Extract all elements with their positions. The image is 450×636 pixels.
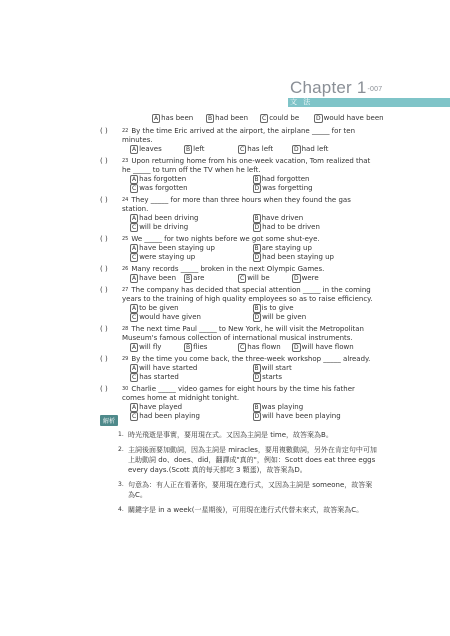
option: D was forgetting	[254, 184, 313, 192]
option: C had been playing	[132, 412, 200, 420]
answer-item: 4. 關鍵字是 in a week(一星期後)，可用現在進行式代替未來式，故答案為C。	[118, 506, 364, 514]
question-number: 30	[122, 386, 129, 392]
questions	[100, 127, 375, 421]
question-number: 23	[122, 158, 129, 164]
question-item	[100, 127, 375, 154]
option: C would have given	[132, 313, 201, 321]
option: A have played	[132, 403, 183, 411]
option-group	[130, 244, 375, 262]
answer-item: 1. 時光飛逝是事實，要用現在式。又因為主詞是 time，故答案為B。	[118, 431, 333, 439]
option: A leaves	[132, 145, 162, 153]
option: B flies	[186, 343, 208, 351]
option: B was playing	[254, 403, 304, 411]
answer-item: 2. 主詞後面要加動詞，因為主詞是 miracles，要用複數動詞，另外在肯定句中可加上助動詞 do、does、did，翻譯成"真的"，例如：Scott does eat three eggs every days.(Scott 真的每天都吃 3 顆蛋)，故答案為D。	[118, 446, 377, 474]
option: B had been	[208, 114, 249, 122]
answer-paren: ( )	[100, 157, 108, 165]
option: C has left	[240, 145, 274, 153]
question-text: By the time you come back, the three-week workshop _____ already.	[131, 355, 371, 363]
option-group	[130, 274, 375, 283]
option: A to be given	[132, 304, 179, 312]
question-text: Many records _____ broken in the next Olympic Games.	[131, 265, 325, 273]
option: C was forgotten	[132, 184, 188, 192]
option: D were	[294, 274, 319, 282]
question-item	[100, 286, 375, 322]
answer-paren: ( )	[100, 286, 108, 294]
answer-paren: ( )	[100, 265, 108, 273]
option: B is to give	[254, 304, 294, 312]
option: D starts	[254, 373, 283, 381]
question-text: The company has decided that special attention _____ in the coming years to the training of high quality employees so as to raise efficiency.	[122, 286, 373, 303]
option: C will be	[240, 274, 270, 282]
option: C has started	[132, 373, 179, 381]
question-item	[100, 325, 375, 352]
answers	[118, 430, 378, 520]
question-text: Charlie _____ video games for eight hours by the time his father comes home at midnight tonight.	[122, 385, 355, 402]
option: B had forgotten	[254, 175, 310, 183]
question-text: We _____ for two nights before we got some shut-eye.	[131, 235, 320, 243]
question-number: 28	[122, 326, 129, 332]
question-item	[100, 265, 375, 283]
option: D will have flown	[294, 343, 354, 351]
question-item	[100, 196, 375, 232]
question-number: 27	[122, 287, 129, 293]
question-number: 24	[122, 197, 129, 203]
answer-paren: ( )	[100, 127, 108, 135]
answer-paren: ( )	[100, 325, 108, 333]
question-number: 29	[122, 356, 129, 362]
answer-badge: 解析	[100, 415, 118, 426]
first-options	[152, 114, 384, 123]
option: D had been staying up	[254, 253, 334, 261]
answer-paren: ( )	[100, 385, 108, 393]
question-item	[100, 235, 375, 262]
option: B left	[186, 145, 205, 153]
option: C could be	[262, 114, 300, 122]
question-item	[100, 157, 375, 193]
question-text: The next time Paul _____ to New York, he will visit the Metropolitan Museum's famous collection of international musical instruments.	[122, 325, 364, 342]
answer-paren: ( )	[100, 235, 108, 243]
option: C were staying up	[132, 253, 196, 261]
question-number: 22	[122, 128, 129, 134]
option-group	[130, 304, 375, 322]
answer-paren: ( )	[100, 355, 108, 363]
option: B will start	[254, 364, 292, 372]
option: C has flown	[240, 343, 281, 351]
option: A have been staying up	[132, 244, 215, 252]
section-label: 文 法	[290, 98, 313, 106]
option: A has forgotten	[132, 175, 187, 183]
option: B are	[186, 274, 205, 282]
option-group	[130, 403, 375, 421]
option-group	[130, 145, 375, 154]
answer-paren: ( )	[100, 196, 108, 204]
question-text: They _____ for more than three hours when they found the gas station.	[122, 196, 351, 213]
option-group	[130, 364, 375, 382]
question-text: Upon returning home from his one-week vacation, Tom realized that he _____ to turn off the TV when he left.	[122, 157, 371, 174]
chapter-title: Chapter 1-007	[290, 78, 383, 97]
option: A will have started	[132, 364, 198, 372]
question-list	[100, 114, 384, 424]
option: D will have been playing	[254, 412, 341, 420]
option: D would have been	[316, 114, 384, 122]
question-text: By the time Eric arrived at the airport, the airplane _____ for ten minutes.	[122, 127, 356, 144]
question-item	[100, 355, 375, 382]
option: A will fly	[132, 343, 162, 351]
question-number: 25	[122, 236, 129, 242]
option: A have been	[132, 274, 177, 282]
option: A has been	[154, 114, 194, 122]
option-group	[130, 175, 375, 193]
section-bar	[288, 98, 450, 107]
question-item	[100, 385, 375, 421]
option: A had been driving	[132, 214, 199, 222]
chapter-header	[230, 78, 450, 118]
option-group	[130, 343, 375, 352]
option: C will be driving	[132, 223, 189, 231]
option: D had left	[294, 145, 329, 153]
option: D will be given	[254, 313, 307, 321]
option-group	[130, 214, 375, 232]
question-number: 26	[122, 266, 129, 272]
option: B are staying up	[254, 244, 312, 252]
option: D had to be driven	[254, 223, 320, 231]
answer-item: 3. 句意為：有人正在看著你，要用現在進行式，又因為主詞是 someone，故答案為C。	[118, 481, 373, 499]
option: B have driven	[254, 214, 304, 222]
